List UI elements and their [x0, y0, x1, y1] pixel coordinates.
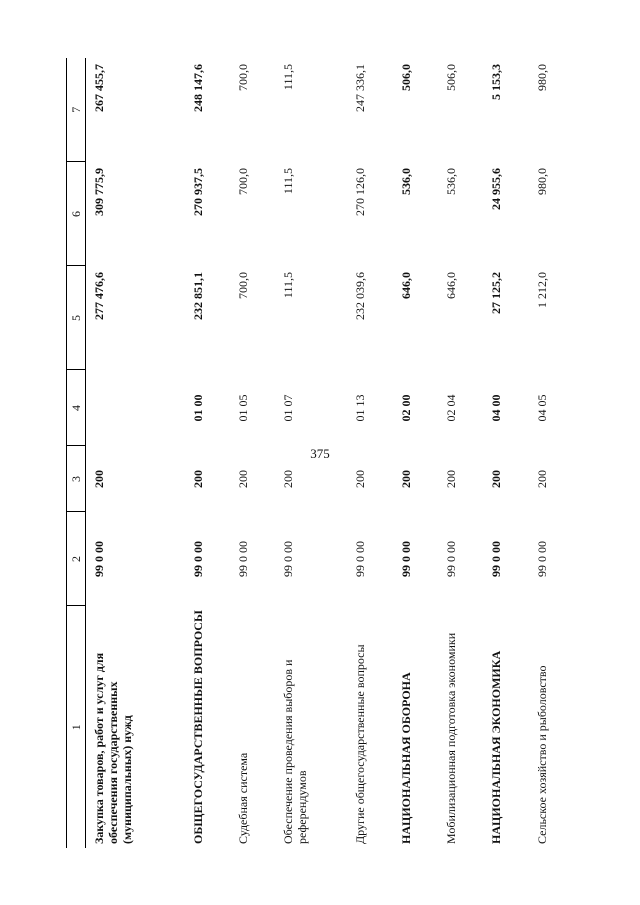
header-col-7: 7 — [67, 58, 86, 162]
row-value-col7: 700,0 — [236, 64, 251, 91]
row-section-code: 01 05 — [236, 394, 251, 422]
row-value-col7: 248 147,6 — [190, 64, 205, 112]
budget-table — [66, 58, 574, 848]
row-value-col7: 506,0 — [443, 64, 458, 91]
header-col-2: 2 — [67, 512, 86, 606]
table-row — [529, 58, 574, 848]
row-section-code: 04 00 — [489, 394, 504, 422]
row-value-col5: 646,0 — [443, 272, 458, 299]
row-value-col5: 111,5 — [281, 272, 296, 299]
row-expense-type: 200 — [353, 470, 368, 488]
page-number: 375 — [310, 446, 330, 461]
row-section-code: 01 13 — [353, 394, 368, 422]
row-value-col6: 309 775,9 — [92, 168, 106, 216]
header-col-1: 1 — [67, 606, 86, 848]
row-expense-type: 200 — [92, 470, 106, 488]
row-section-code — [86, 370, 185, 446]
row-value-col5: 232 851,1 — [190, 272, 205, 320]
row-value-col5: 1 212,0 — [534, 272, 549, 308]
row-target-code: 99 0 00 — [190, 541, 205, 577]
row-target-code: 99 0 00 — [353, 541, 368, 577]
row-section-code: 01 00 — [190, 394, 205, 422]
row-value-col6: 270 937,5 — [190, 168, 205, 216]
row-target-code: 99 0 00 — [443, 541, 458, 577]
row-value-col5: 277 476,6 — [92, 272, 106, 320]
header-col-3: 3 — [67, 446, 86, 512]
row-name: Закупка товаров, работ и услуг для обеспечения государственных (муниципальных) нужд — [92, 652, 134, 844]
row-name: Другие общегосударственные вопросы — [353, 644, 368, 844]
row-name: НАЦИОНАЛЬНАЯ ЭКОНОМИКА — [489, 650, 504, 844]
row-name: ОБЩЕГОСУДАРСТВЕННЫЕ ВОПРОСЫ — [190, 610, 205, 844]
table-row — [393, 58, 438, 848]
row-value-col6: 536,0 — [398, 168, 413, 195]
row-value-col6: 270 126,0 — [353, 168, 368, 216]
rotated-table-container — [66, 58, 574, 848]
table-row — [275, 58, 347, 848]
header-row — [67, 58, 86, 848]
row-value-col6: 111,5 — [281, 168, 296, 195]
row-value-col6: 700,0 — [236, 168, 251, 195]
row-value-col5: 27 125,2 — [489, 272, 504, 314]
row-value-col5: 700,0 — [236, 272, 251, 299]
row-expense-type: 200 — [489, 470, 504, 488]
table-row — [86, 58, 185, 848]
row-value-col7: 980,0 — [534, 64, 549, 91]
row-section-code: 02 04 — [443, 394, 458, 422]
row-value-col7: 506,0 — [398, 64, 413, 91]
row-target-code: 99 0 00 — [398, 541, 413, 577]
row-value-col7: 111,5 — [281, 64, 296, 91]
row-target-code: 99 0 00 — [236, 541, 251, 577]
header-col-4: 4 — [67, 370, 86, 446]
row-name: Обеспечение проведения выборов и референдумов — [281, 659, 310, 844]
row-value-col6: 24 955,6 — [489, 168, 504, 210]
row-target-code: 99 0 00 — [92, 541, 106, 577]
row-expense-type: 200 — [190, 470, 205, 488]
row-value-col6: 536,0 — [443, 168, 458, 195]
row-value-col7: 267 455,7 — [92, 64, 106, 112]
row-expense-type: 200 — [534, 470, 549, 488]
row-name: Судебная система — [236, 752, 251, 844]
row-value-col5: 646,0 — [398, 272, 413, 299]
row-value-col7: 247 336,1 — [353, 64, 368, 112]
row-section-code: 01 07 — [281, 394, 296, 422]
row-target-code: 99 0 00 — [281, 541, 296, 577]
table-row — [483, 58, 528, 848]
row-name: НАЦИОНАЛЬНАЯ ОБОРОНА — [398, 672, 413, 844]
row-value-col5: 232 039,6 — [353, 272, 368, 320]
row-target-code: 99 0 00 — [489, 541, 504, 577]
row-expense-type: 200 — [443, 470, 458, 488]
table-row — [347, 58, 392, 848]
row-value-col6: 980,0 — [534, 168, 549, 195]
table-row — [230, 58, 275, 848]
row-name: Мобилизационная подготовка экономики — [443, 632, 458, 844]
row-value-col7: 5 153,3 — [489, 64, 504, 100]
row-target-code: 99 0 00 — [534, 541, 549, 577]
row-section-code: 02 00 — [398, 394, 413, 422]
table-row — [438, 58, 483, 848]
row-expense-type: 200 — [236, 470, 251, 488]
row-expense-type: 200 — [281, 470, 296, 488]
row-name: Сельское хозяйство и рыболовство — [534, 665, 549, 844]
header-col-5: 5 — [67, 266, 86, 370]
row-expense-type: 200 — [398, 470, 413, 488]
table-row — [185, 58, 230, 848]
header-col-6: 6 — [67, 162, 86, 266]
row-section-code: 04 05 — [534, 394, 549, 422]
